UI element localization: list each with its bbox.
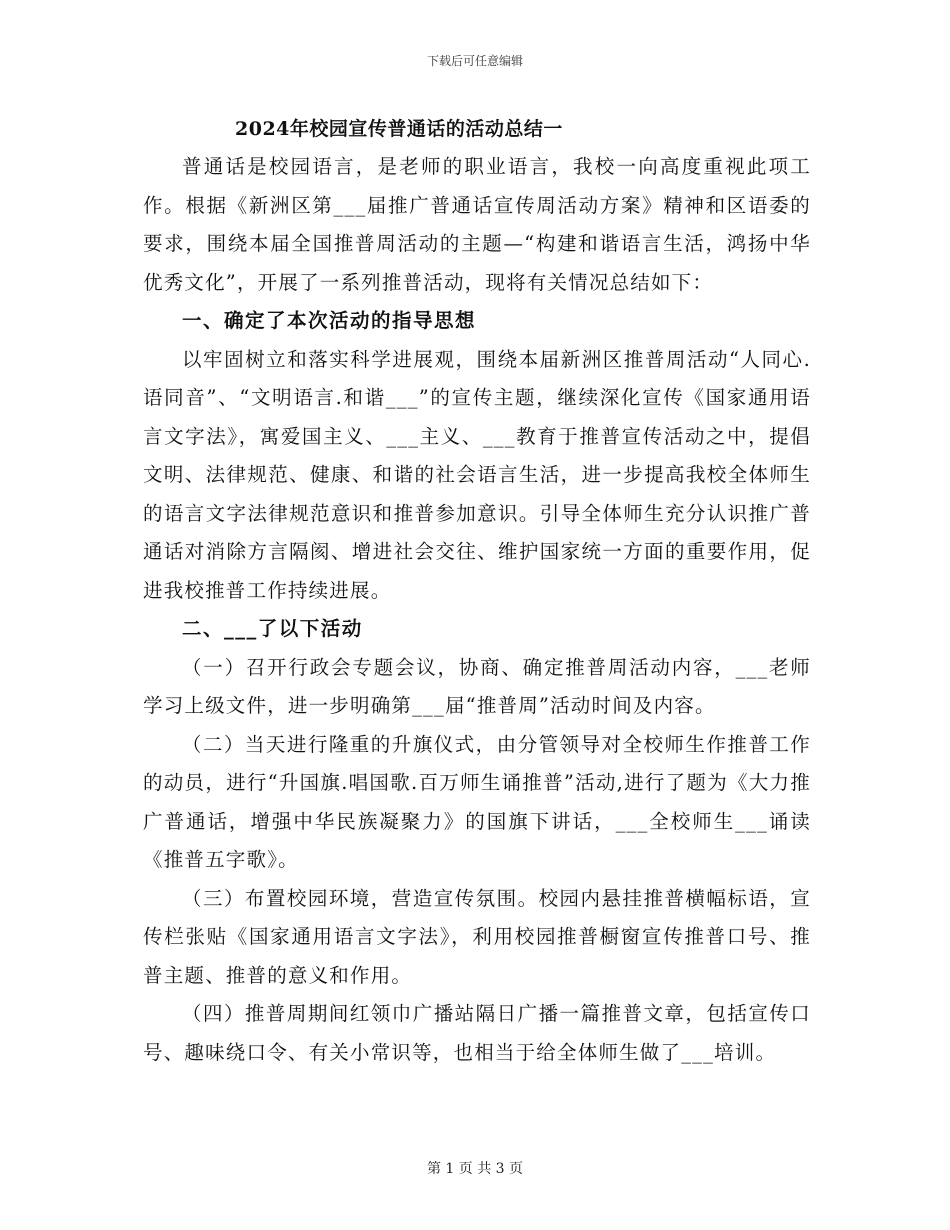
section-paragraph-guiding-ideology: 以牢固树立和落实科学进展观，围绕本届新洲区推普周活动“人同心.语同音”、“文明语言.和谐___”的宣传主题，继续深化宣传《国家通用语言文字法》，寓爱国主义、___主义、___教育于推普宣传活动之中，提倡文明、法律规范、健康、和谐的社会语言生活，进一步提高我校全体师生的语言文字法律规范意识和推普参加意识。引导全体师生充分认识推广普通话对消除方言隔阂、增进社会交往、维护国家统一方面的重要作用，促进我校推普工作持续进展。 — [143, 347, 811, 602]
page-number: 第 1 页 共 3 页 — [426, 1161, 524, 1177]
activity-item-3: （三）布置校园环境，营造宣传氛围。校园内悬挂推普横幅标语，宣传栏张贴《国家通用语言文字法》，利用校园推普橱窗宣传推普口号、推普主题、推普的意义和作用。 — [143, 886, 811, 987]
document-title: 2024年校园宣传普通话的活动总结一 — [235, 118, 563, 140]
section-heading-activities: 二、___了以下活动 — [182, 617, 363, 640]
document-body — [143, 114, 811, 1072]
activity-item-1: （一）召开行政会专题会议，协商、确定推普周活动内容，___老师学习上级文件，进一步明确第___届“推普周”活动时间及内容。 — [143, 655, 811, 717]
intro-paragraph: 普通话是校园语言，是老师的职业语言，我校一向高度重视此项工作。根据《新洲区第___届推广普通话宣传周活动方案》精神和区语委的要求，围绕本届全国推普周活动的主题—“构建和谐语言生活，鸿扬中华优秀文化”，开展了一系列推普活动，现将有关情况总结如下： — [143, 155, 811, 294]
section-heading-guiding-ideology: 一、确定了本次活动的指导思想 — [182, 309, 477, 332]
page-header: 下载后可任意编辑 — [426, 54, 523, 68]
activity-item-2: （二）当天进行隆重的升旗仪式，由分管领导对全校师生作推普工作的动员，进行“升国旗.唱国歌.百万师生诵推普”活动,进行了题为《大力推广普通话，增强中华民族凝聚力》的国旗下讲话，___全校师生___诵读《推普五字歌》。 — [143, 732, 811, 871]
activity-item-4: （四）推普周期间红领巾广播站隔日广播一篇推普文章，包括宣传口号、趣味绕口令、有关小常识等，也相当于给全体师生做了___培训。 — [143, 1002, 811, 1064]
